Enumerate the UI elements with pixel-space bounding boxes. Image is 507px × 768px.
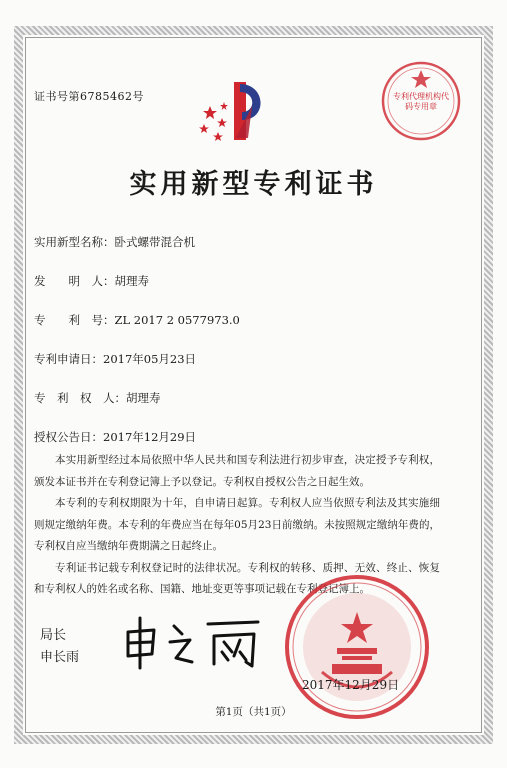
field-label: 授权公告日： — [34, 430, 103, 444]
field-value: ZL 2017 2 0577973.0 — [114, 313, 240, 327]
field-value: 胡理寿 — [114, 274, 149, 288]
body-paragraph: 专利证书记载专利权登记时的法律状况。专利权的转移、质押、无效、终止、恢复和专利权人的姓名或名称、国籍、地址变更等事项记载在专利登记簿上。 — [34, 561, 440, 595]
certificate-title: 实用新型专利证书 — [129, 169, 378, 200]
certificate-number: 证书号第6785462号 — [34, 90, 144, 103]
field-label: 专利申请日： — [34, 352, 103, 366]
agency-seal-text: 专利代理机构代码专用章 — [393, 92, 449, 111]
field-patentee — [34, 390, 161, 406]
field-label: 专 利 权 人： — [34, 391, 126, 405]
field-value: 2017年05月23日 — [103, 352, 197, 366]
state-ip-office-seal — [282, 572, 432, 722]
field-value: 卧式螺带混合机 — [114, 235, 195, 249]
director-signature — [118, 612, 268, 672]
seal-date: 2017年12月29日 — [302, 678, 400, 692]
body-paragraph: 本实用新型经过本局依照中华人民共和国专利法进行初步审查，决定授予专利权，颁发本证书并在专利登记簿上予以登记。专利权自授权公告之日起生效。 — [34, 454, 440, 488]
director-title: 局长 — [40, 628, 67, 643]
field-application-date — [34, 351, 196, 367]
field-value: 2017年12月29日 — [103, 430, 197, 444]
field-label: 实用新型名称： — [34, 235, 115, 249]
body-paragraph: 本专利的专利权期限为十年，自申请日起算。专利权人应当依照专利法及其实施细则规定缴纳年费。本专利的年费应当在每年05月23日前缴纳。未按照规定缴纳年费的，专利权自应当缴纳年费期满之日起终止。 — [34, 497, 440, 552]
director-name: 申长雨 — [40, 650, 80, 665]
patent-office-logo — [196, 76, 276, 146]
field-label: 专 利 号： — [34, 313, 115, 327]
field-grant-date — [34, 429, 196, 445]
field-patent-number — [34, 312, 240, 328]
field-label: 发 明 人： — [34, 274, 115, 288]
field-value: 胡理寿 — [126, 391, 161, 405]
field-inventor — [34, 273, 149, 289]
field-utility-name — [34, 234, 195, 250]
page-footer: 第1页（共1页） — [215, 706, 292, 718]
